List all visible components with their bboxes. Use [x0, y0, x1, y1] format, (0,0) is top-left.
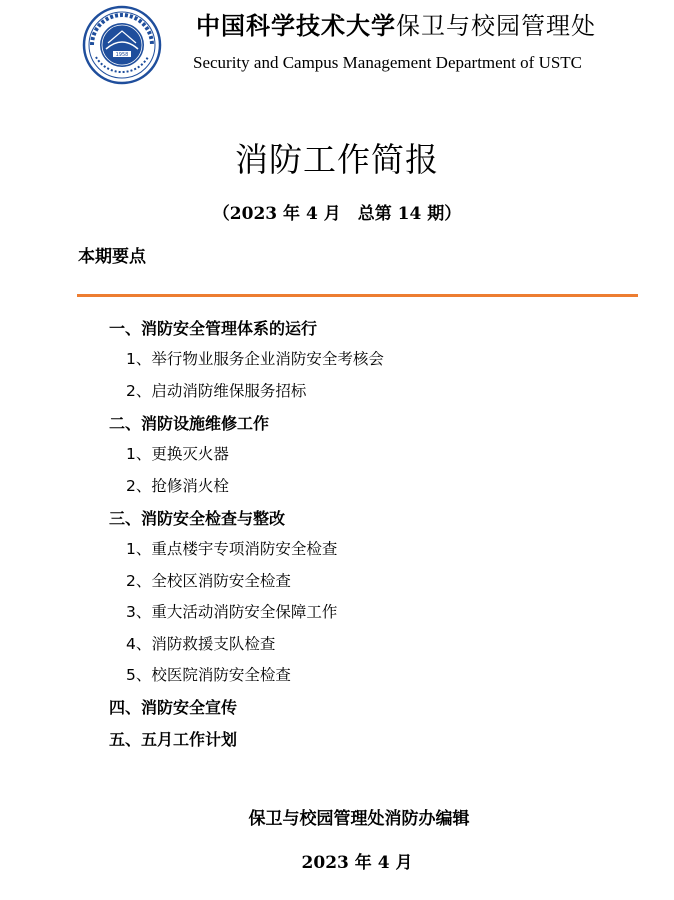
section-title: 五、五月工作计划 — [109, 730, 238, 749]
list-item: 1、举行物业服务企业消防安全考核会 — [126, 350, 384, 368]
list-item: 2、启动消防维保服务招标 — [126, 382, 307, 400]
highlights-label: 本期要点 — [78, 247, 146, 267]
list-item: 2、全校区消防安全检查 — [126, 572, 291, 590]
department-en: Security and Campus Management Department of USTC — [193, 53, 583, 72]
page-title: 消防工作简报 — [235, 140, 439, 179]
ustc-seal-icon — [82, 5, 162, 85]
list-item: 4、消防救援支队检查 — [126, 635, 276, 653]
list-item: 1、更换灭火器 — [126, 445, 229, 463]
divider — [77, 294, 638, 297]
section-title: 一、消防安全管理体系的运行 — [109, 319, 318, 338]
section-title: 四、消防安全宣传 — [109, 698, 238, 717]
section-title: 三、消防安全检查与整改 — [109, 509, 286, 528]
svg-text:1958: 1958 — [115, 52, 129, 58]
list-item: 5、校医院消防安全检查 — [126, 666, 291, 684]
header-title — [196, 6, 636, 41]
list-item: 2、抢修消火栓 — [126, 477, 229, 495]
school-name: 中国科学技术大学 — [196, 11, 396, 40]
list-item: 1、重点楼宇专项消防安全检查 — [126, 540, 338, 558]
section-title: 二、消防设施维修工作 — [109, 414, 270, 433]
list-item: 3、重大活动消防安全保障工作 — [126, 603, 338, 621]
issue-info: （2023 年 4 月 总第 14 期） — [212, 204, 462, 224]
department-name: 保卫与校园管理处 — [396, 12, 596, 40]
footer-date: 2023 年 4 月 — [301, 853, 413, 873]
footer-editor: 保卫与校园管理处消防办编辑 — [248, 809, 470, 829]
